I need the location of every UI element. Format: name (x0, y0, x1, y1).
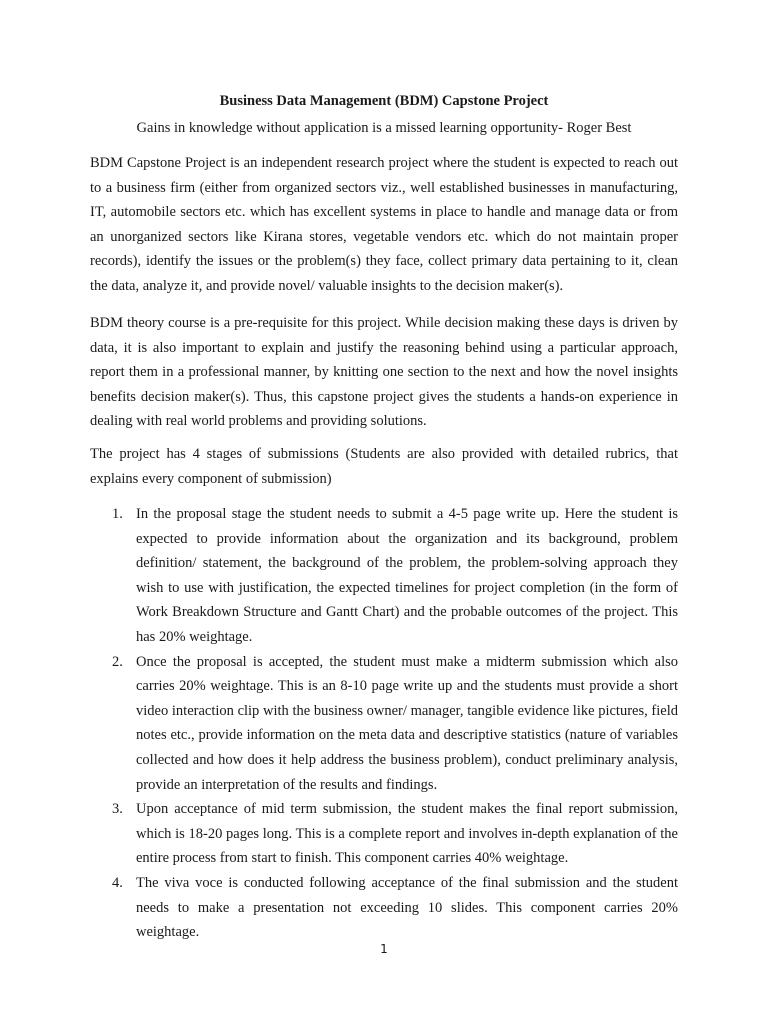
list-item-number: 2. (112, 653, 123, 670)
page-number: 1 (380, 942, 388, 956)
list-item-text: In the proposal stage the student needs to submit a 4-5 page write up. Here the student is expected to provide information about the organization and its background, problem definition/ statement, the background of the problem, the problem-solving approach they wish to use with justification, the expected timelines for project completion (in the form of Work Breakdown Structure and Gantt Chart) and the probable outcomes of the project. This has 20% weightage. (136, 506, 678, 645)
list-item-number: 3. (112, 801, 123, 818)
list-item (90, 502, 678, 650)
list-item (90, 871, 678, 945)
list-item (90, 650, 678, 798)
paragraph-intro: BDM Capstone Project is an independent research project where the student is expected to reach out to a business firm (either from organized sectors viz., well established businesses in manufacturing, IT, automobile sectors etc. which has excellent systems in place to handle and manage data or from an unorganized sectors like Kirana stores, vegetable vendors etc. which do not maintain proper records), identify the issues or the problem(s) they face, collect primary data pertaining to it, clean the data, analyze it, and provide novel/ valuable insights to the decision maker(s). (90, 155, 678, 294)
document-quote: Gains in knowledge without application is a missed learning opportunity- Roger Best (136, 120, 632, 136)
list-item-text: Once the proposal is accepted, the student must make a midterm submission which also carries 20% weightage. This is an 8-10 page write up and the students must provide a short video interaction clip with the business owner/ manager, tangible evidence like pictures, field notes etc., provide information on the meta data and descriptive statistics (nature of variables collected and how does it help address the business problem), conduct preliminary analysis, provide an interpretation of the results and findings. (136, 653, 678, 793)
stages-list (90, 502, 678, 945)
document-title: Business Data Management (BDM) Capstone Project (219, 93, 549, 109)
list-item (90, 797, 678, 871)
list-item-number: 1. (112, 506, 123, 522)
paragraph-stages-intro: The project has 4 stages of submissions (Students are also provided with detailed rubrics, that explains every component of submission) (90, 446, 678, 487)
list-item-text: The viva voce is conducted following acceptance of the final submission and the student needs to make a presentation not exceeding 10 slides. This component carries 20% weightage. (136, 874, 678, 941)
list-item-text: Upon acceptance of mid term submission, the student makes the final report submission, which is 18-20 pages long. This is a complete report and involves in-depth explanation of the entire process from start to finish. This component carries 40% weightage. (136, 801, 678, 867)
list-item-number: 4. (112, 874, 123, 891)
paragraph-theory: BDM theory course is a pre-requisite for this project. While decision making these days is driven by data, it is also important to explain and justify the reasoning behind using a particular approach, report them in a professional manner, by knitting one section to the next and how the novel insights benefits decision maker(s). Thus, this capstone project gives the students a hands-on experience in dealing with real world problems and providing solutions. (90, 315, 678, 430)
